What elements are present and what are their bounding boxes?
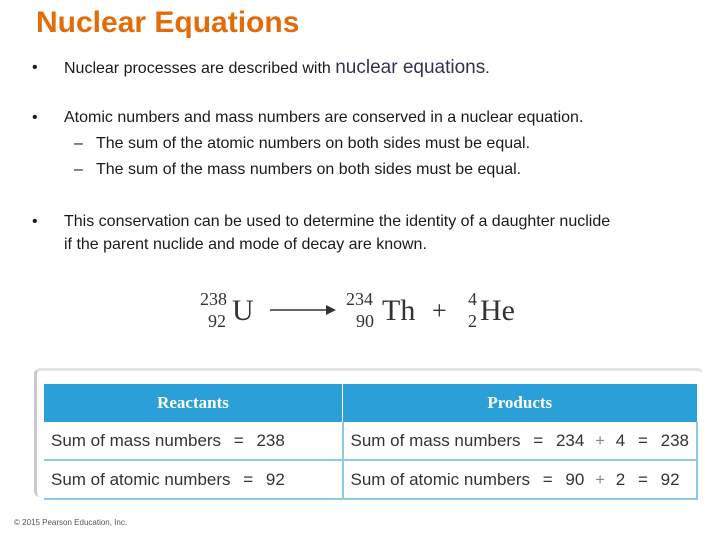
header-products: Products	[343, 384, 698, 422]
plus-sign: +	[595, 469, 606, 489]
bullet-dot: •	[32, 213, 38, 230]
sub-1-text: The sum of the atomic numbers on both sides must be equal.	[96, 135, 531, 152]
bullet-dot: •	[32, 109, 38, 126]
cell-value: 234	[555, 430, 585, 450]
plus-sign: +	[595, 430, 606, 450]
he-mass-number: 4	[468, 289, 477, 309]
dash: –	[74, 135, 83, 152]
cell-value: 92	[265, 469, 285, 489]
bullet-2-sub-2	[74, 158, 521, 181]
bullet-2	[32, 106, 712, 178]
conservation-table	[44, 384, 698, 500]
reactants-atomic-cell	[44, 460, 343, 499]
u-atomic-number: 92	[208, 311, 226, 331]
th-mass-number: 234	[346, 289, 373, 309]
cell-label: Sum of mass numbers	[350, 430, 521, 450]
th-atomic-number: 90	[356, 311, 374, 331]
cell-value: 4	[615, 430, 626, 450]
equals-sign: =	[533, 430, 544, 450]
bullet-3	[32, 210, 712, 258]
products-atomic-cell	[343, 460, 698, 499]
bullet-3-line-2: if the parent nuclide and mode of decay are known.	[64, 236, 427, 253]
cell-label: Sum of atomic numbers	[350, 469, 531, 489]
bullet-1-highlight: nuclear equations	[335, 57, 486, 78]
bullet-1-suffix: .	[485, 60, 490, 77]
cell-value: 2	[615, 469, 626, 489]
bullet-2-sub-1	[74, 132, 530, 155]
bullet-dot: •	[32, 59, 38, 76]
plus-sign: +	[432, 296, 447, 325]
cell-value: 238	[256, 430, 285, 450]
cell-total: 92	[660, 469, 680, 489]
cell-label: Sum of atomic numbers	[51, 469, 231, 489]
header-reactants: Reactants	[44, 384, 343, 422]
nuclear-equation	[196, 286, 536, 338]
cell-total: 238	[660, 430, 689, 450]
table-row	[44, 422, 697, 460]
equals-sign: =	[233, 430, 244, 450]
bullet-1	[32, 56, 712, 80]
equals-sign: =	[243, 469, 254, 489]
equals-sign: =	[637, 469, 648, 489]
bullet-1-prefix: Nuclear processes are described with	[64, 60, 336, 77]
equals-sign: =	[542, 469, 553, 489]
reaction-arrow-icon	[268, 303, 338, 317]
bullet-2-text: Atomic numbers and mass numbers are conserved in a nuclear equation.	[64, 109, 584, 126]
dash: –	[74, 161, 83, 178]
u-mass-number: 238	[200, 289, 227, 309]
bullet-3-line-1: This conservation can be used to determine the identity of a daughter nuclide	[64, 213, 611, 230]
th-symbol: Th	[382, 294, 416, 327]
table-row	[44, 460, 697, 499]
he-symbol: He	[480, 294, 515, 327]
copyright-footer: © 2015 Pearson Education, Inc.	[14, 518, 128, 527]
equals-sign: =	[637, 430, 648, 450]
cell-value: 90	[565, 469, 585, 489]
slide-title: Nuclear Equations	[36, 6, 300, 39]
bullet-1-text	[64, 56, 490, 80]
he-atomic-number: 2	[468, 311, 477, 331]
sub-2-text: The sum of the mass numbers on both sides must be equal.	[96, 161, 522, 178]
cell-label: Sum of mass numbers	[51, 430, 222, 450]
products-mass-cell	[343, 422, 698, 460]
u-symbol: U	[232, 294, 254, 327]
reactants-mass-cell	[44, 422, 343, 460]
